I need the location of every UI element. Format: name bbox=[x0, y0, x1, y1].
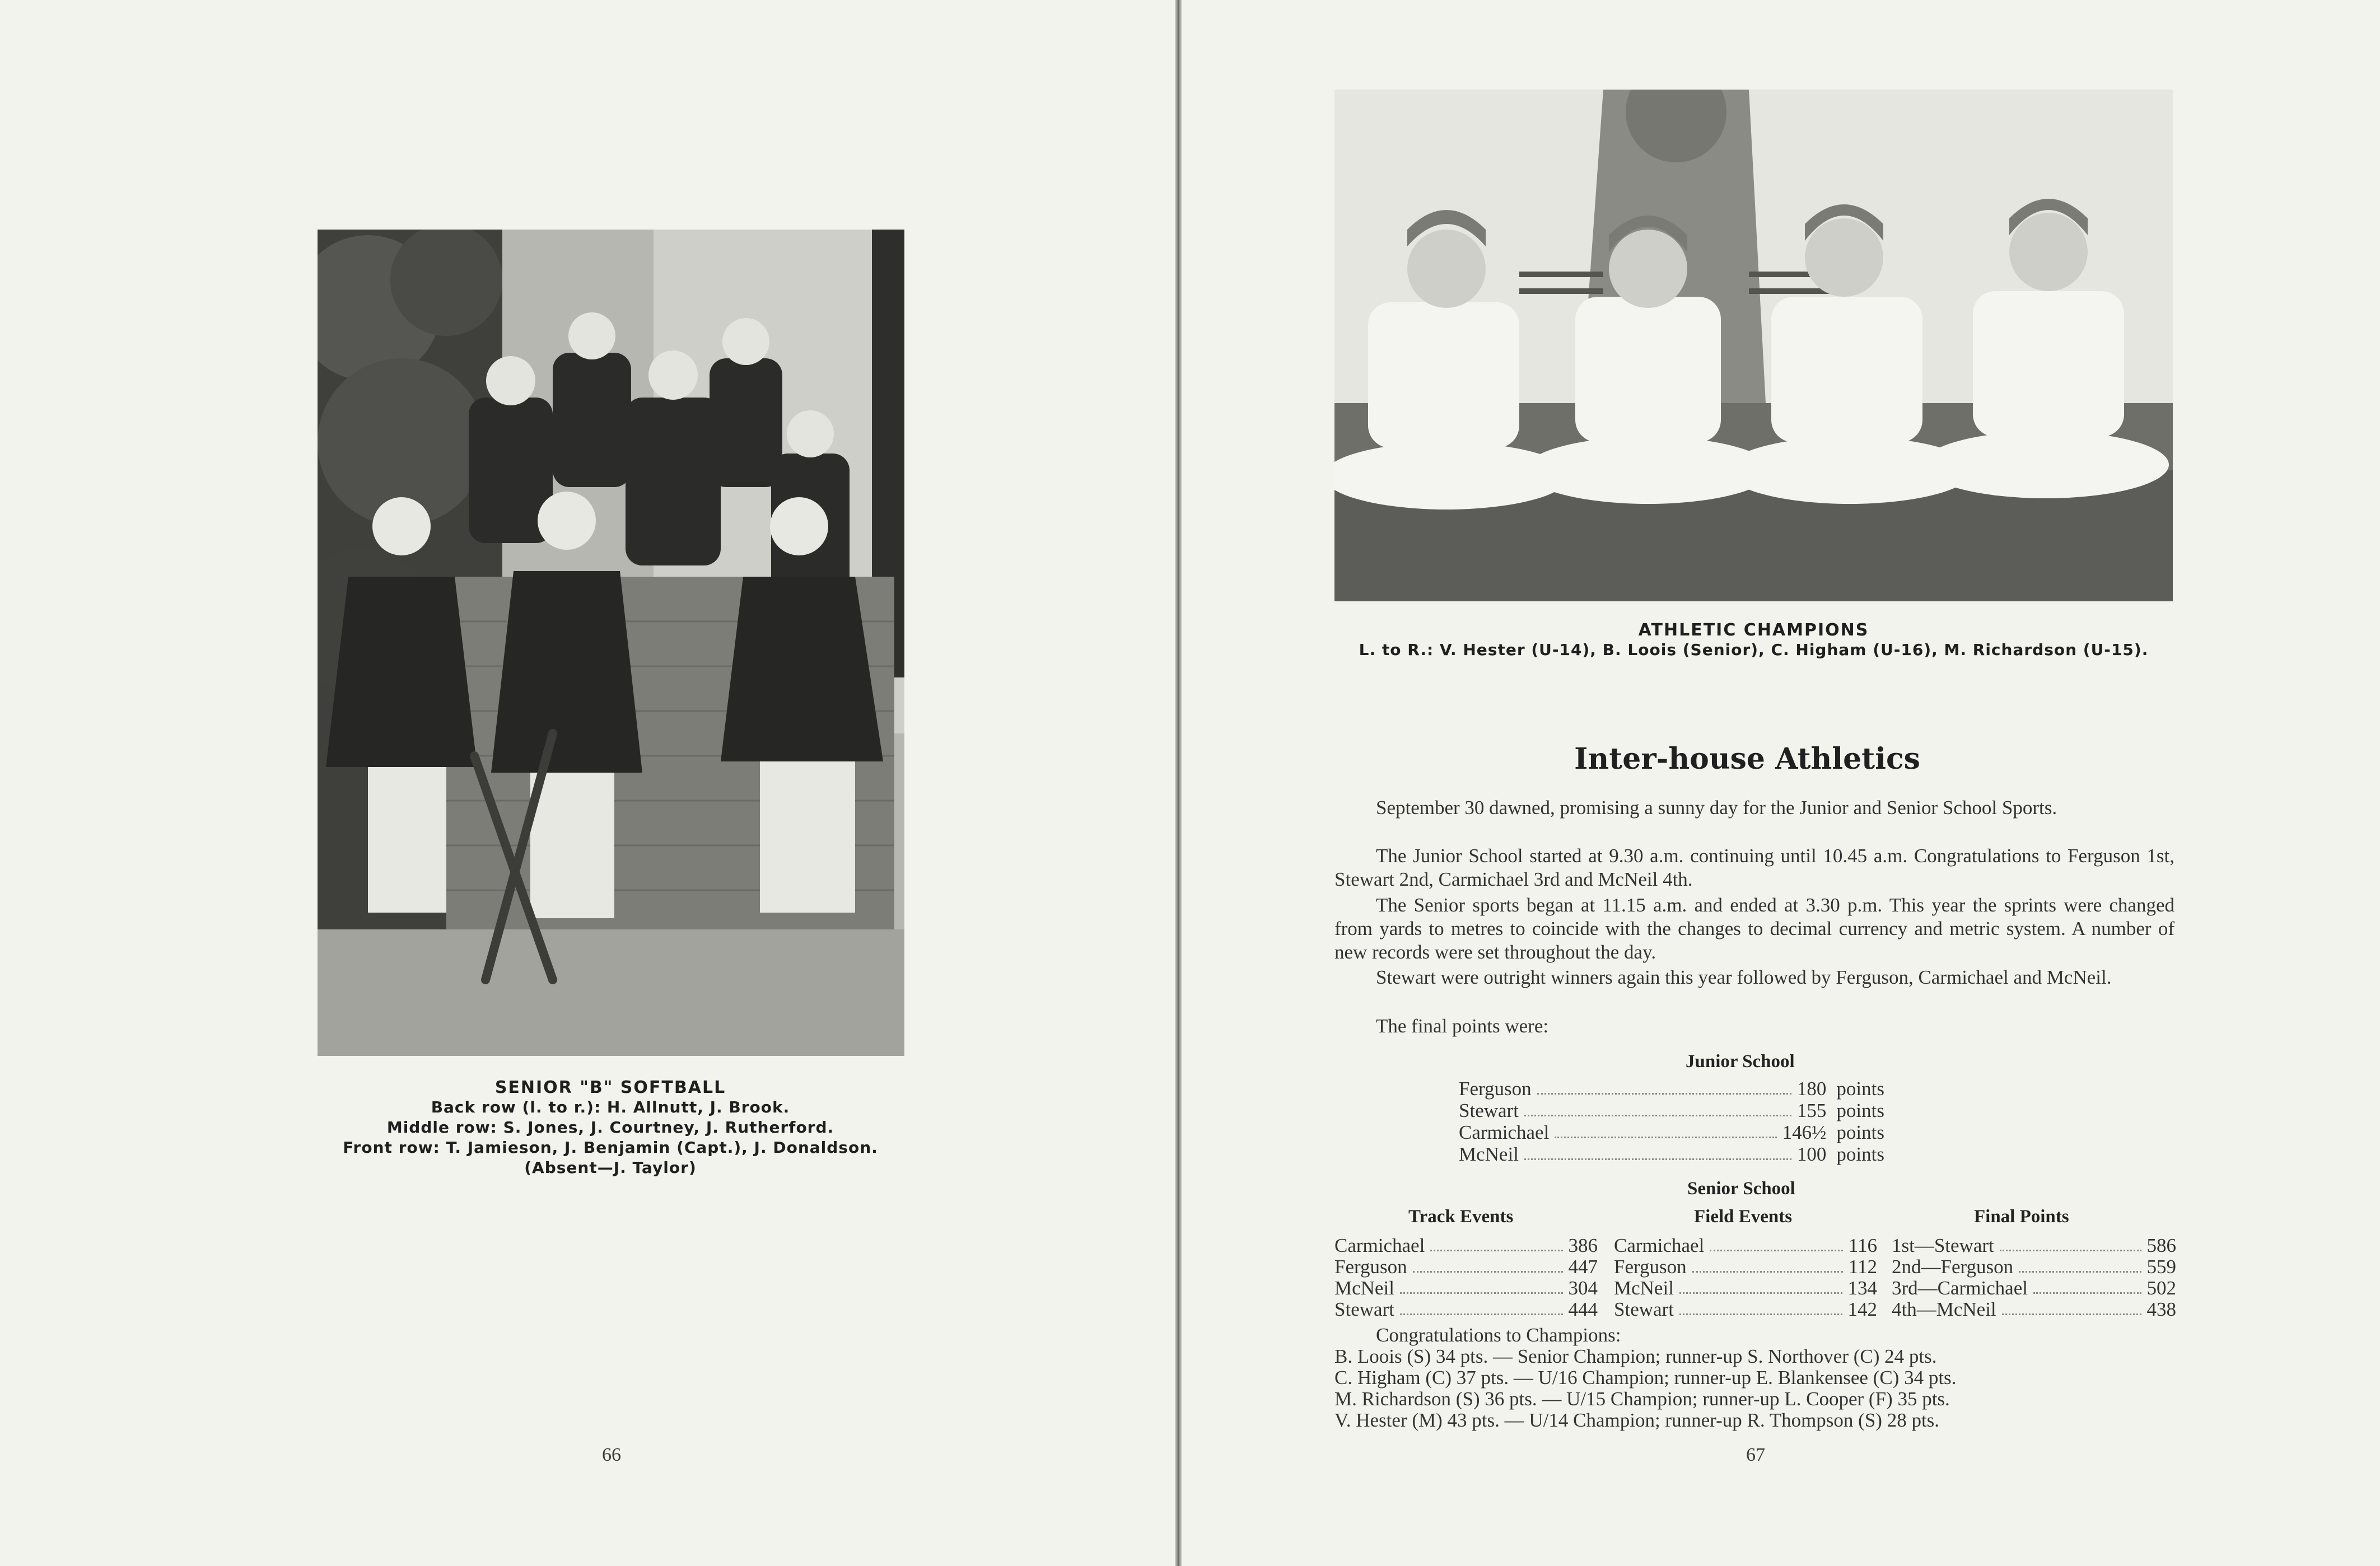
leader-dots bbox=[2002, 1298, 2141, 1315]
final-row bbox=[1892, 1256, 2176, 1278]
field-events-heading: Field Events bbox=[1694, 1207, 1793, 1227]
track-points: 386 bbox=[1568, 1235, 1598, 1256]
field-points: 134 bbox=[1847, 1277, 1877, 1299]
track-house: McNeil bbox=[1334, 1277, 1394, 1299]
field-row bbox=[1614, 1235, 1877, 1257]
junior-points: 180 bbox=[1796, 1078, 1827, 1100]
leader-dots bbox=[1430, 1235, 1562, 1251]
junior-points: 100 bbox=[1796, 1143, 1827, 1165]
champions-intro: Congratulations to Champions: bbox=[1376, 1324, 1621, 1346]
field-points: 112 bbox=[1848, 1256, 1877, 1278]
final-points: 438 bbox=[2146, 1298, 2176, 1320]
paragraph-5-text: The final points were: bbox=[1376, 1015, 1549, 1037]
softball-caption-back-row: Back row (l. to r.): H. Allnutt, J. Brook. bbox=[431, 1098, 790, 1116]
champions-caption bbox=[1334, 620, 2173, 660]
field-house: McNeil bbox=[1614, 1277, 1674, 1299]
junior-house: Stewart bbox=[1459, 1100, 1519, 1121]
leader-dots bbox=[1710, 1235, 1842, 1251]
track-house: Stewart bbox=[1334, 1298, 1394, 1320]
champions-caption-names: L. to R.: V. Hester (U-14), B. Loois (Senior), C. Higham (U-16), M. Richardson (U-15). bbox=[1359, 641, 2149, 659]
leader-dots bbox=[1524, 1143, 1791, 1160]
track-row bbox=[1334, 1256, 1598, 1278]
field-row bbox=[1614, 1256, 1877, 1278]
paragraph-2 bbox=[1334, 844, 2174, 891]
leader-dots bbox=[1555, 1121, 1776, 1138]
junior-points: 155 bbox=[1796, 1100, 1827, 1121]
champion-line: V. Hester (M) 43 pts. — U/14 Champion; runner-up R. Thompson (S) 28 pts. bbox=[1334, 1409, 1940, 1431]
junior-unit: points bbox=[1836, 1078, 1884, 1100]
junior-unit: points bbox=[1836, 1121, 1884, 1143]
leader-dots bbox=[2019, 1256, 2141, 1273]
leader-dots bbox=[1400, 1277, 1563, 1294]
track-row bbox=[1334, 1235, 1598, 1257]
final-points: 586 bbox=[2146, 1235, 2176, 1256]
leader-dots bbox=[1679, 1277, 1842, 1294]
junior-house: McNeil bbox=[1459, 1143, 1519, 1165]
champions-photo-illustration bbox=[1334, 90, 2173, 601]
junior-row bbox=[1459, 1143, 1884, 1166]
junior-points: 146½ bbox=[1782, 1121, 1827, 1143]
champion-line: B. Loois (S) 34 pts. — Senior Champion; runner-up S. Northover (C) 24 pts. bbox=[1334, 1345, 1937, 1367]
junior-school-heading: Junior School bbox=[1686, 1051, 1795, 1072]
champion-line: M. Richardson (S) 36 pts. — U/15 Champion; runner-up L. Cooper (F) 35 pts. bbox=[1334, 1388, 1950, 1410]
track-points: 304 bbox=[1568, 1277, 1598, 1299]
field-house: Ferguson bbox=[1614, 1256, 1687, 1278]
field-row bbox=[1614, 1298, 1877, 1321]
paragraph-1-text: September 30 dawned, promising a sunny day for the Junior and Senior School Sports. bbox=[1376, 797, 2057, 819]
final-row bbox=[1892, 1235, 2176, 1257]
paragraph-4-text: Stewart were outright winners again this year followed by Ferguson, Carmichael and McNeil. bbox=[1376, 966, 2112, 988]
track-points: 447 bbox=[1568, 1256, 1598, 1278]
leader-dots bbox=[1537, 1078, 1791, 1095]
paragraph-3-text: The Senior sports began at 11.15 a.m. and ended at 3.30 p.m. This year the sprints were changed from yards to metres to coincide with the changes to decimal currency and metric system. A number of new records were set throughout the day. bbox=[1334, 894, 2174, 963]
leader-dots bbox=[2033, 1277, 2141, 1294]
softball-caption-middle-row: Middle row: S. Jones, J. Courtney, J. Rutherford. bbox=[386, 1118, 834, 1137]
paragraph-4 bbox=[1334, 966, 2174, 989]
softball-caption-front-row: Front row: T. Jamieson, J. Benjamin (Capt.), J. Donaldson. bbox=[343, 1138, 878, 1157]
junior-row bbox=[1459, 1100, 1884, 1122]
track-house: Carmichael bbox=[1334, 1235, 1425, 1256]
final-row bbox=[1892, 1277, 2176, 1299]
senior-school-heading: Senior School bbox=[1687, 1179, 1795, 1199]
leader-dots bbox=[1400, 1298, 1563, 1315]
final-row bbox=[1892, 1298, 2176, 1321]
leader-dots bbox=[2000, 1235, 2141, 1251]
left-page bbox=[0, 0, 1177, 1566]
field-points: 142 bbox=[1847, 1298, 1877, 1320]
left-page-number: 66 bbox=[602, 1445, 621, 1465]
paragraph-1 bbox=[1334, 796, 2174, 820]
junior-row bbox=[1459, 1121, 1884, 1144]
champion-line: C. Higham (C) 37 pts. — U/16 Champion; runner-up E. Blankensee (C) 34 pts. bbox=[1334, 1367, 1957, 1389]
paragraph-2-text: The Junior School started at 9.30 a.m. continuing until 10.45 a.m. Congratulations to Ferguson 1st, Stewart 2nd, Carmichael 3rd and McNeil 4th. bbox=[1334, 845, 2174, 890]
final-house: 2nd—Ferguson bbox=[1892, 1256, 2014, 1278]
paragraph-3 bbox=[1334, 894, 2174, 964]
final-house: 3rd—Carmichael bbox=[1892, 1277, 2028, 1299]
final-points: 502 bbox=[2146, 1277, 2176, 1299]
softball-caption bbox=[314, 1078, 907, 1178]
junior-row bbox=[1459, 1078, 1884, 1100]
softball-caption-absent: (Absent—J. Taylor) bbox=[524, 1158, 697, 1177]
leader-dots bbox=[1413, 1256, 1563, 1273]
field-house: Stewart bbox=[1614, 1298, 1674, 1320]
athletic-champions-photo bbox=[1334, 90, 2173, 601]
final-house: 4th—McNeil bbox=[1892, 1298, 1996, 1320]
junior-house: Ferguson bbox=[1459, 1078, 1532, 1100]
right-page-number: 67 bbox=[1746, 1445, 1765, 1465]
junior-unit: points bbox=[1836, 1143, 1884, 1165]
track-row bbox=[1334, 1277, 1598, 1299]
field-house: Carmichael bbox=[1614, 1235, 1705, 1256]
final-points-heading: Final Points bbox=[1974, 1207, 2069, 1227]
field-points: 116 bbox=[1848, 1235, 1877, 1256]
track-row bbox=[1334, 1298, 1598, 1321]
champions-caption-title: ATHLETIC CHAMPIONS bbox=[1638, 620, 1869, 640]
junior-house: Carmichael bbox=[1459, 1121, 1550, 1143]
track-events-heading: Track Events bbox=[1408, 1207, 1514, 1227]
softball-caption-title: SENIOR "B" SOFTBALL bbox=[494, 1078, 726, 1097]
track-points: 444 bbox=[1568, 1298, 1598, 1320]
final-house: 1st—Stewart bbox=[1892, 1235, 1994, 1256]
leader-dots bbox=[1679, 1298, 1842, 1315]
field-row bbox=[1614, 1277, 1877, 1299]
leader-dots bbox=[1692, 1256, 1843, 1273]
softball-team-photo bbox=[318, 230, 904, 1056]
softball-photo-illustration bbox=[318, 230, 904, 1056]
junior-unit: points bbox=[1836, 1100, 1884, 1121]
final-points: 559 bbox=[2146, 1256, 2176, 1278]
track-house: Ferguson bbox=[1334, 1256, 1407, 1278]
article-title: Inter-house Athletics bbox=[1574, 742, 1920, 776]
paragraph-5 bbox=[1334, 1015, 2174, 1038]
leader-dots bbox=[1524, 1100, 1791, 1116]
